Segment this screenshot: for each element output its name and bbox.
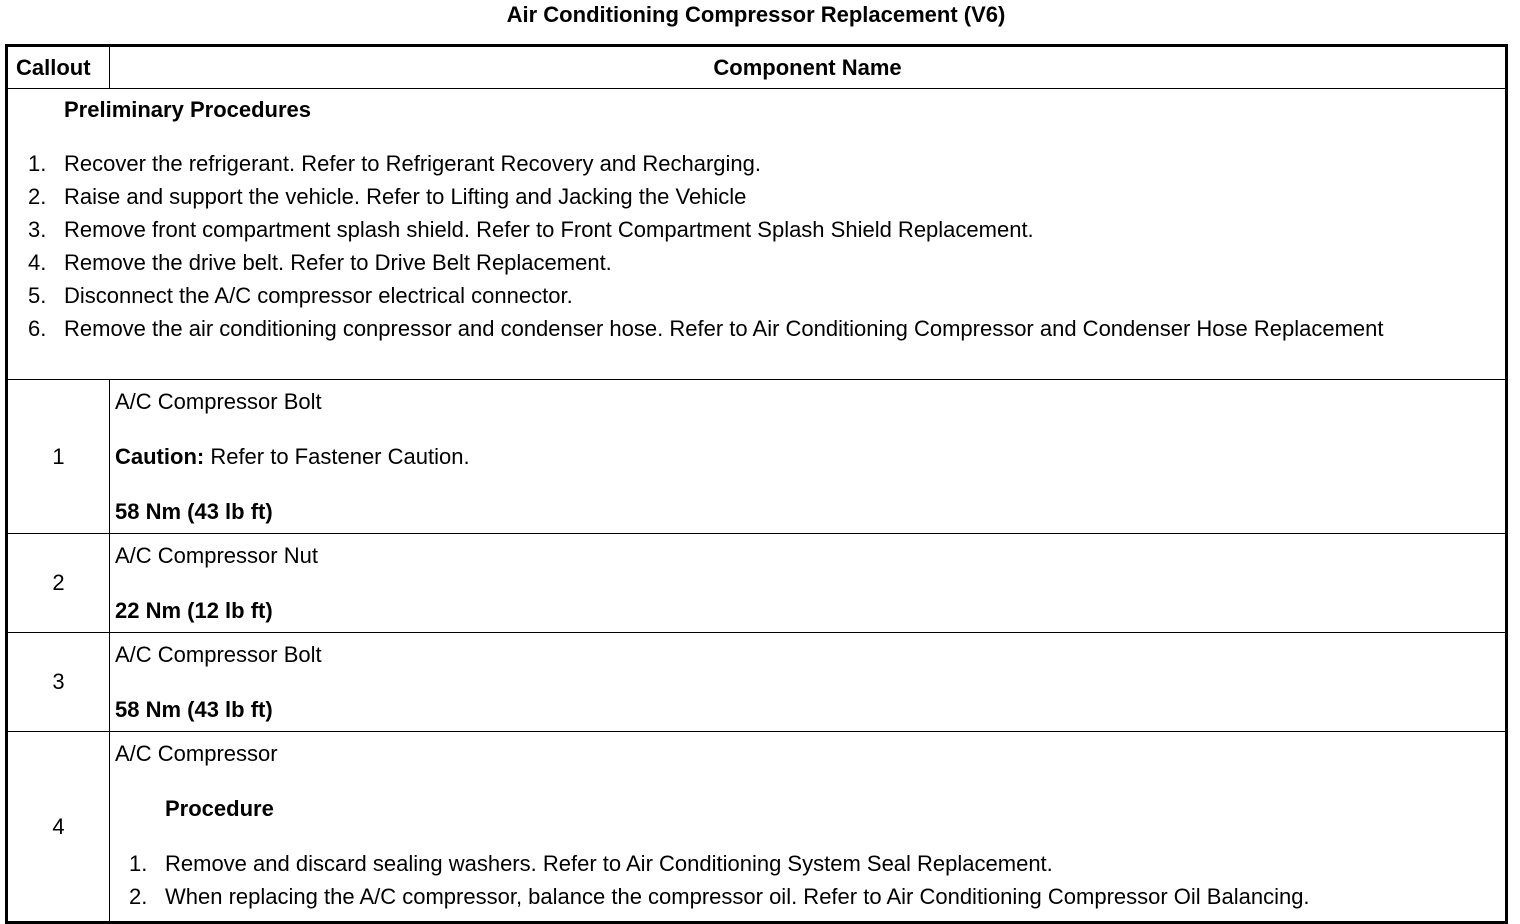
- component-name: A/C Compressor Nut: [115, 543, 318, 568]
- preliminary-cell: [7, 89, 1507, 380]
- procedure-heading: Procedure: [165, 796, 274, 821]
- callout-number: 4: [7, 732, 110, 923]
- table-row: [7, 534, 1507, 633]
- procedure-steps: [115, 849, 1505, 912]
- caution-text: Refer to Fastener Caution.: [204, 444, 470, 469]
- list-item: 2. When replacing the A/C compressor, balance the compressor oil. Refer to Air Conditioning Compressor Oil Balancing.: [129, 884, 1310, 909]
- callout-number: 3: [7, 633, 110, 732]
- preliminary-steps: [28, 149, 1505, 344]
- component-table: [5, 44, 1508, 924]
- callout-number: 2: [7, 534, 110, 633]
- caution-note: [115, 442, 1505, 472]
- component-name-header: Component Name: [110, 46, 1507, 89]
- component-name: A/C Compressor: [115, 741, 278, 766]
- table-row: [7, 732, 1507, 923]
- component-name: A/C Compressor Bolt: [115, 389, 322, 414]
- table-row: [7, 380, 1507, 534]
- component-cell: [110, 732, 1507, 923]
- page-title: Air Conditioning Compressor Replacement (V6): [506, 2, 1006, 27]
- torque-spec: 22 Nm (12 lb ft): [115, 598, 273, 623]
- component-cell: [110, 633, 1507, 732]
- list-item: 2. Raise and support the vehicle. Refer to Lifting and Jacking the Vehicle: [28, 184, 747, 209]
- component-cell: [110, 534, 1507, 633]
- preliminary-row: [7, 89, 1507, 380]
- list-item: 1. Recover the refrigerant. Refer to Refrigerant Recovery and Recharging.: [28, 151, 762, 176]
- component-cell: [110, 380, 1507, 534]
- component-name: A/C Compressor Bolt: [115, 642, 322, 667]
- list-item: 3. Remove front compartment splash shield. Refer to Front Compartment Splash Shield Replacement.: [28, 217, 1034, 242]
- table-row: [7, 633, 1507, 732]
- list-item: 6. Remove the air conditioning conpressor and condenser hose. Refer to Air Conditioning Compressor and Condenser Hose Replacement: [28, 316, 1384, 341]
- list-item: 1. Remove and discard sealing washers. Refer to Air Conditioning System Seal Replacement.: [129, 851, 1053, 876]
- preliminary-heading: Preliminary Procedures: [64, 97, 312, 122]
- list-item: 5. Disconnect the A/C compressor electrical connector.: [28, 283, 573, 308]
- torque-spec: 58 Nm (43 lb ft): [115, 697, 273, 722]
- callout-number: 1: [7, 380, 110, 534]
- torque-spec: 58 Nm (43 lb ft): [115, 499, 273, 524]
- list-item: 4. Remove the drive belt. Refer to Drive Belt Replacement.: [28, 250, 612, 275]
- caution-label: Caution:: [115, 444, 205, 469]
- callout-header: Callout: [7, 46, 110, 89]
- header-row: [7, 46, 1507, 89]
